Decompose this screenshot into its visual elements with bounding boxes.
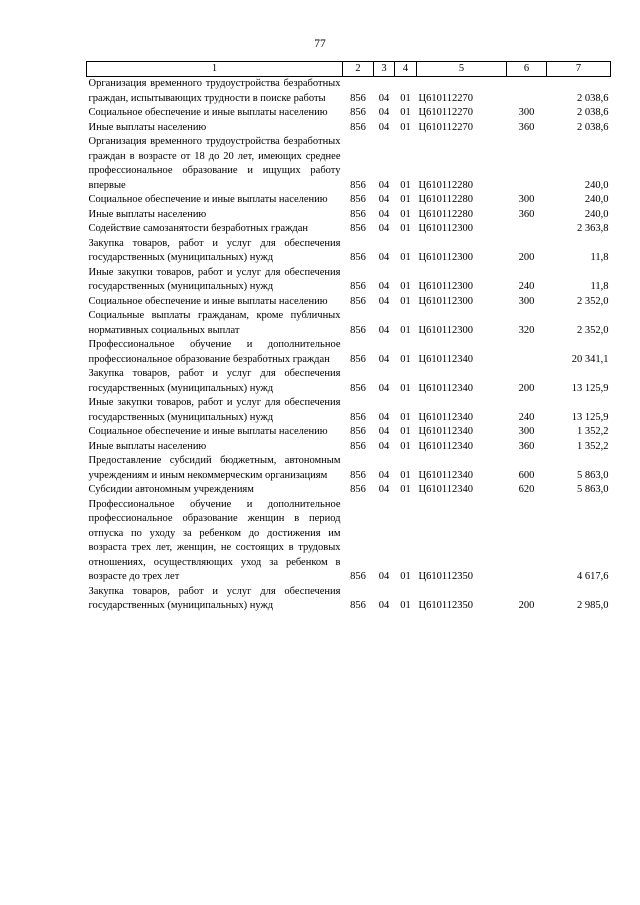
- code-pr: 01: [400, 121, 411, 133]
- item-name: Предоставление субсидий бюджетным, автономным учреждениям и иным некоммерческим организациям: [88, 455, 341, 481]
- code-csr: Ц610112340: [418, 411, 473, 423]
- code-gr: 856: [350, 426, 366, 437]
- code-pr: 01: [400, 353, 411, 365]
- table-row: [87, 208, 611, 223]
- code-gr: 856: [350, 208, 366, 220]
- item-name: Субсидии автономным учреждениям: [88, 484, 254, 495]
- code-vr: 300: [518, 295, 535, 307]
- code-pr: 01: [400, 324, 411, 336]
- amount: 2 363,8: [577, 223, 609, 234]
- amount: 13 125,9: [571, 382, 609, 394]
- table-row: [87, 440, 611, 455]
- code-rz: 04: [378, 295, 390, 307]
- table-row: [87, 295, 611, 310]
- table-row: [87, 396, 611, 425]
- code-gr: 856: [350, 382, 366, 394]
- amount: 2 352,0: [577, 295, 609, 307]
- item-name: Социальное обеспечение и иные выплаты населению: [88, 107, 328, 118]
- code-csr: Ц610112350: [418, 600, 473, 611]
- code-rz: 04: [378, 194, 390, 205]
- item-name: Иные выплаты населению: [88, 440, 207, 452]
- code-rz: 04: [378, 92, 390, 104]
- code-rz: 04: [378, 353, 390, 365]
- code-csr: Ц610112270: [418, 107, 473, 118]
- code-gr: 856: [350, 179, 366, 191]
- code-gr: 856: [350, 484, 366, 495]
- code-rz: 04: [378, 281, 390, 292]
- code-vr: [507, 338, 547, 367]
- code-pr: 01: [400, 484, 411, 495]
- item-name: Профессиональное обучение и дополнительное профессиональное образование женщин в период отпуска по уходу за ребенком до достижения им возраста трех лет, женщин, не состоящих в трудовых отношениях, осуществляющих уход за ребенком в возрасте до трех лет: [88, 498, 341, 582]
- amount: 240,0: [584, 179, 609, 191]
- code-gr: 856: [350, 353, 366, 365]
- amount: 4 617,6: [577, 571, 609, 582]
- code-rz: 04: [378, 484, 390, 495]
- item-name: Иные выплаты населению: [88, 208, 207, 220]
- code-rz: 04: [378, 469, 390, 481]
- budget-table: [86, 61, 611, 614]
- code-rz: 04: [378, 571, 390, 582]
- amount: 11,8: [590, 281, 609, 292]
- table-row: [87, 222, 611, 237]
- code-pr: 01: [400, 469, 411, 481]
- table-row: [87, 309, 611, 338]
- table-row: [87, 338, 611, 367]
- code-vr: 240: [518, 411, 535, 423]
- code-pr: 01: [400, 571, 411, 582]
- amount: 11,8: [590, 252, 609, 263]
- table-row: [87, 135, 611, 193]
- amount: 2 038,6: [577, 107, 609, 118]
- code-vr: 240: [518, 281, 535, 292]
- code-csr: Ц610112300: [418, 324, 473, 336]
- table-row: [87, 193, 611, 208]
- code-rz: 04: [378, 208, 390, 220]
- code-csr: Ц610112340: [418, 353, 473, 365]
- amount: 20 341,1: [571, 353, 609, 365]
- item-name: Закупка товаров, работ и услуг для обеспечения государственных (муниципальных) нужд: [88, 585, 341, 611]
- code-rz: 04: [378, 107, 390, 118]
- code-vr: 300: [518, 194, 535, 205]
- code-gr: 856: [350, 469, 366, 481]
- code-pr: 01: [400, 107, 411, 118]
- code-pr: 01: [400, 252, 411, 263]
- amount: 240,0: [584, 208, 609, 220]
- code-vr: 200: [518, 600, 535, 611]
- amount: 2 038,6: [577, 121, 609, 133]
- code-pr: 01: [400, 426, 411, 437]
- code-pr: 01: [400, 440, 411, 452]
- table-row: [87, 237, 611, 266]
- table-row: [87, 367, 611, 396]
- code-rz: 04: [378, 121, 390, 133]
- item-name: Социальные выплаты гражданам, кроме публичных нормативных социальных выплат: [88, 310, 341, 336]
- code-vr: 200: [518, 252, 535, 263]
- code-rz: 04: [378, 179, 390, 191]
- code-csr: Ц610112350: [418, 571, 473, 582]
- item-name: Профессиональное обучение и дополнительное профессиональное образование безработных граждан: [88, 339, 341, 365]
- item-name: Организация временного трудоустройства безработных граждан, испытывающих трудности в поиске работы: [88, 78, 341, 104]
- table-header: [87, 62, 611, 77]
- table-row: [87, 121, 611, 136]
- amount: 2 985,0: [577, 600, 609, 611]
- code-pr: 01: [400, 295, 411, 307]
- table-row: [87, 106, 611, 121]
- code-vr: 360: [518, 121, 535, 133]
- code-csr: Ц610112340: [418, 440, 473, 452]
- code-csr: Ц610112300: [418, 223, 473, 234]
- table-row: [87, 266, 611, 295]
- header-col-3: 3: [374, 62, 395, 77]
- item-name: Иные закупки товаров, работ и услуг для обеспечения государственных (муниципальных) нужд: [88, 266, 341, 292]
- code-gr: 856: [350, 571, 366, 582]
- item-name: Иные выплаты населению: [88, 121, 207, 133]
- code-vr: 200: [518, 382, 535, 394]
- amount: 1 352,2: [577, 426, 609, 437]
- code-gr: 856: [350, 440, 366, 452]
- header-row: [87, 62, 611, 77]
- code-csr: Ц610112340: [418, 382, 473, 394]
- code-pr: 01: [400, 281, 411, 292]
- code-gr: 856: [350, 223, 366, 234]
- code-rz: 04: [378, 426, 390, 437]
- code-csr: Ц610112280: [418, 208, 473, 220]
- item-name: Закупка товаров, работ и услуг для обеспечения государственных (муниципальных) нужд: [88, 237, 341, 263]
- code-vr: [507, 135, 547, 193]
- code-pr: 01: [400, 194, 411, 205]
- code-rz: 04: [378, 252, 390, 263]
- code-vr: 600: [518, 469, 535, 481]
- code-gr: 856: [350, 252, 366, 263]
- code-csr: Ц610112300: [418, 281, 473, 292]
- code-pr: 01: [400, 223, 411, 234]
- code-pr: 01: [400, 92, 411, 104]
- code-rz: 04: [378, 600, 390, 611]
- code-pr: 01: [400, 600, 411, 611]
- table-body: [87, 77, 611, 614]
- amount: 2 352,0: [577, 324, 609, 336]
- code-vr: 620: [518, 484, 535, 495]
- code-gr: 856: [350, 194, 366, 205]
- code-vr: [507, 222, 547, 237]
- code-pr: 01: [400, 208, 411, 220]
- item-name: Содействие самозанятости безработных граждан: [88, 223, 308, 234]
- code-csr: Ц610112300: [418, 295, 473, 307]
- code-csr: Ц610112340: [418, 469, 473, 481]
- amount: 240,0: [584, 194, 609, 205]
- table-row: [87, 454, 611, 483]
- code-vr: 300: [518, 426, 535, 437]
- amount: 5 863,0: [577, 484, 609, 495]
- table-row: [87, 483, 611, 498]
- code-rz: 04: [378, 382, 390, 394]
- table-row: [87, 498, 611, 585]
- code-rz: 04: [378, 324, 390, 336]
- header-col-6: 6: [507, 62, 547, 77]
- table-row: [87, 77, 611, 107]
- code-vr: [507, 77, 547, 107]
- table-row: [87, 585, 611, 614]
- code-csr: Ц610112300: [418, 252, 473, 263]
- code-vr: 320: [518, 324, 535, 336]
- code-gr: 856: [350, 121, 366, 133]
- header-col-2: 2: [343, 62, 374, 77]
- item-name: Иные закупки товаров, работ и услуг для обеспечения государственных (муниципальных) нужд: [88, 397, 341, 423]
- code-gr: 856: [350, 324, 366, 336]
- header-col-4: 4: [395, 62, 417, 77]
- item-name: Социальное обеспечение и иные выплаты населению: [88, 194, 328, 205]
- table-row: [87, 425, 611, 440]
- amount: 1 352,2: [577, 440, 609, 452]
- code-rz: 04: [378, 440, 390, 452]
- code-pr: 01: [400, 411, 411, 423]
- code-gr: 856: [350, 281, 366, 292]
- code-gr: 856: [350, 600, 366, 611]
- code-vr: 360: [518, 440, 535, 452]
- code-csr: Ц610112340: [418, 426, 473, 437]
- code-pr: 01: [400, 382, 411, 394]
- item-name: Социальное обеспечение и иные выплаты населению: [88, 426, 328, 437]
- item-name: Закупка товаров, работ и услуг для обеспечения государственных (муниципальных) нужд: [88, 368, 341, 394]
- header-col-5: 5: [417, 62, 507, 77]
- code-rz: 04: [378, 223, 390, 234]
- code-pr: 01: [400, 179, 411, 191]
- code-gr: 856: [350, 92, 366, 104]
- code-csr: Ц610112280: [418, 194, 473, 205]
- code-rz: 04: [378, 411, 390, 423]
- header-col-1: 1: [87, 62, 343, 77]
- code-vr: [507, 498, 547, 585]
- code-csr: Ц610112270: [418, 92, 473, 104]
- amount: 13 125,9: [571, 411, 609, 423]
- code-gr: 856: [350, 295, 366, 307]
- code-csr: Ц610112280: [418, 179, 473, 191]
- header-col-7: 7: [547, 62, 611, 77]
- code-vr: 300: [518, 107, 535, 118]
- code-vr: 360: [518, 208, 535, 220]
- item-name: Организация временного трудоустройства безработных граждан в возрасте от 18 до 20 лет, имеющих среднее профессиональное образование и ищущих работу впервые: [88, 136, 341, 191]
- amount: 2 038,6: [577, 92, 609, 104]
- code-gr: 856: [350, 411, 366, 423]
- item-name: Социальное обеспечение и иные выплаты населению: [88, 295, 328, 307]
- amount: 5 863,0: [577, 469, 609, 481]
- code-csr: Ц610112340: [418, 484, 473, 495]
- page-number: 77: [314, 38, 326, 50]
- code-csr: Ц610112270: [418, 121, 473, 133]
- code-gr: 856: [350, 107, 366, 118]
